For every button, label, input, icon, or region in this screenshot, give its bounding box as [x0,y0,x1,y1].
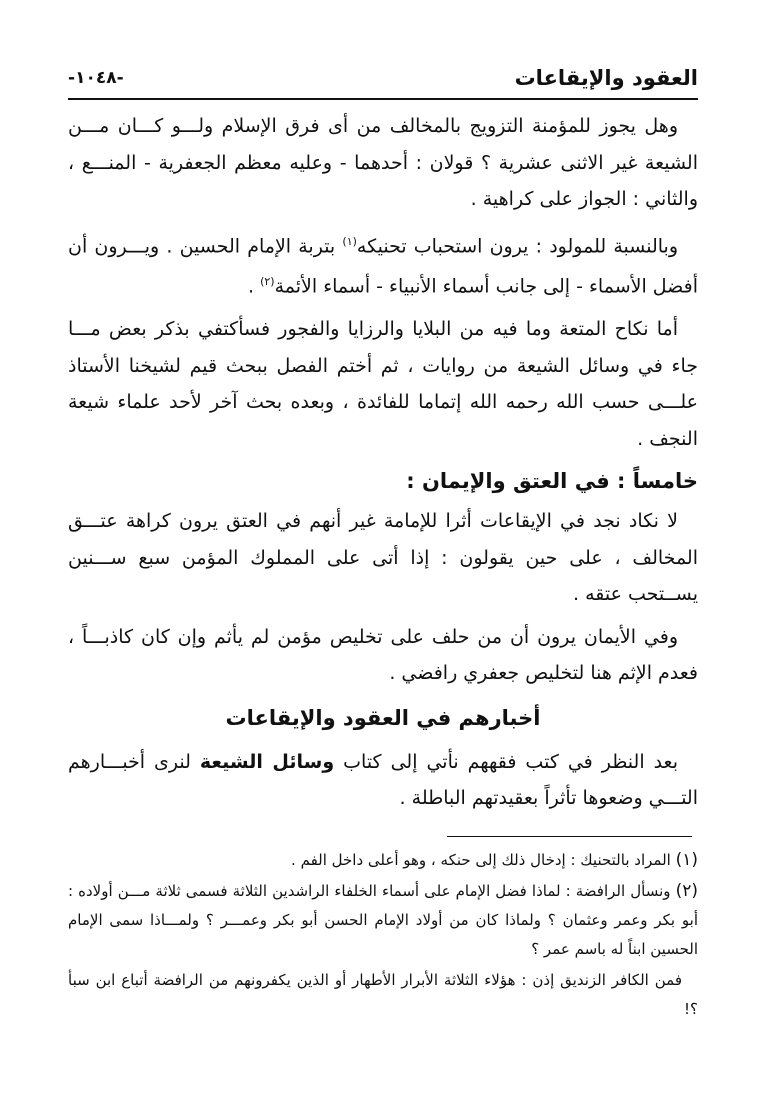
main-text [68,108,698,823]
footnote-1-number: (١) [675,850,698,870]
footnote-2-number: (٢) [675,881,698,901]
paragraph-reports-part2: لنرى أخبـــارهم التـــي وضعوها تأثراً بعقيدتهم الباطلة . [68,750,698,810]
footnote-ref-2[interactable]: (٢) [260,275,275,289]
book-title-wasail: وسائل الشيعة [199,750,335,773]
footnote-2 [68,877,698,964]
footnote-1-text: المراد بالتحنيك : إدخال ذلك إلى حنكه ، وهو أعلى داخل الفم . [291,851,676,869]
footnote-1 [68,846,698,875]
paragraph-marriage-mixed: وهل يجوز للمؤمنة التزويج بالمخالف من أى فرق الإسلام ولـــو كـــان مـــن الشيعة غير الاثنى عشرية ؟ قولان : أحدهما - وعليه معظم الجعفرية - المنـــع ، والثاني : الجواز على كراهية . [68,115,698,210]
paragraph-newborn-part1: وبالنسبة للمولود : يرون استحباب تحنيكه [356,234,678,257]
paragraph-emancipation: لا نكاد نجد في الإيقاعات أثرا للإمامة غير أنهم في العتق يرون كراهة عتـــق المخالف ، على حين يقولون : إذا أتى على المملوك المؤمن سبع ســـنين يســتحب عتقه . [68,510,698,606]
paragraph-newborn-part3: . [247,275,261,298]
paragraph-mutah: أما نكاح المتعة وما فيه من البلايا والرزايا والفجور فسأكتفي بذكر بعض مـــا جاء في وسائل الشيعة من روايات ، ثم أختم الفصل ببحث قيم لشيخنا الأستاذ علـــى حسب الله رحمه الله إتماما للفائدة ، وبعده بحث آخر لأحد علماء شيعة النجف . [68,318,698,450]
footnote-2-text: ونسأل الرافضة : لماذا فضل الإمام على أسماء الخلفاء الراشدين الثلاثة فسمى ثلاثة مـــن أولاده : أبو بكر وعمر وعثمان ؟ ولماذا كان من أولاد الإمام الحسن أبو بكر وعمـــر ؟ ولمـــاذا سمى الإمام الحسين ابناً له باسم عمر ؟ [68,882,698,958]
section-title: أخبارهم في العقود والإيقاعات [225,705,541,730]
footnotes [68,846,698,1026]
page-number: -١٠٤٨- [68,68,124,88]
header-rule [68,98,698,100]
subheading-emancipation-oaths: خامساً : في العتق والإيمان : [406,469,698,494]
footnote-2-continuation: فمن الكافر الزنديق إذن : هؤلاء الثلاثة الأبرار الأطهار أو الذين يكفرونهم من الرافضة أتباع ابن سبأ ؟! [68,971,698,1018]
footnote-separator [447,836,692,837]
paragraph-newborn-part2: بتربة الإمام الحسين . ويـــرون أن أفضل الأسماء - إلى جانب أسماء الأنبياء - أسماء الأئمة [68,234,698,298]
paragraph-newborn [68,224,698,306]
paragraph-reports [68,744,698,817]
running-header [68,64,698,96]
footnote-ref-1[interactable]: (١) [342,234,357,248]
paragraph-reports-part1: بعد النظر في كتب فقههم نأتي إلى كتاب [334,750,678,773]
running-title: العقود والإيقاعات [514,66,698,90]
paragraph-oaths: وفي الأيمان يرون أن من حلف على تخليص مؤمن لم يأثم وإن كان كاذبـــاً ، فعدم الإثم هنا لتخليص جعفري رافضي . [68,625,698,685]
